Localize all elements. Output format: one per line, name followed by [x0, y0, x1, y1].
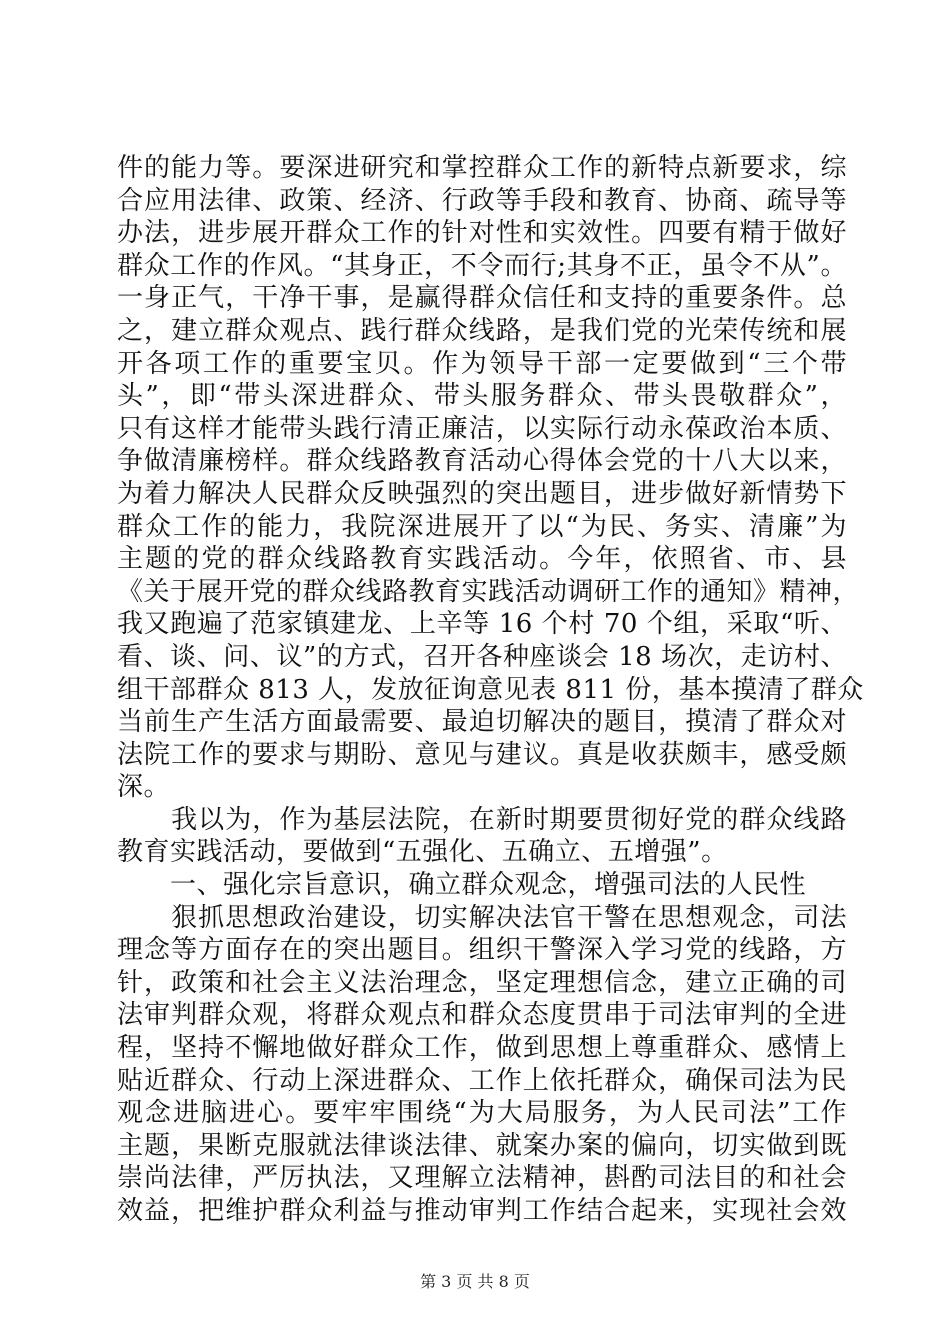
page-number-footer: 第 3 页 共 8 页 [420, 1272, 530, 1291]
text-line: 开各项工作的重要宝贝。作为领导干部一定要做到“三个带 [117, 348, 847, 379]
section-heading: 一、强化宗旨意识，确立群众观念，增强司法的人民性 [117, 870, 807, 901]
text-line: 针，政策和社会主义法治理念，坚定理想信念，建立正确的司 [117, 967, 847, 998]
text-line: 之，建立群众观点、践行群众线路，是我们党的光荣传统和展 [117, 315, 847, 346]
text-line: 观念进脑进心。要牢牢围绕“为大局服务，为人民司法”工作 [117, 1098, 847, 1129]
body-text [117, 152, 864, 1228]
text-line: 为着力解决人民群众反映强烈的突出题目，进步做好新情势下 [117, 478, 847, 509]
text-line: 主题，果断克服就法律谈法律、就案办案的偏向，切实做到既 [117, 1130, 847, 1161]
text-line: 一身正气，干净干事，是赢得群众信任和支持的重要条件。总 [117, 283, 847, 314]
text-line: 件的能力等。要深进研究和掌控群众工作的新特点新要求，综 [117, 153, 847, 183]
text-line: 法审判群众观，将群众观点和群众态度贯串于司法审判的全进 [117, 1000, 847, 1031]
text-line: 程，坚持不懈地做好群众工作，做到思想上尊重群众、感情上 [117, 1033, 847, 1064]
text-line: 当前生产生活方面最需要、最迫切解决的题目，摸清了群众对 [117, 707, 847, 738]
text-line: 主题的党的群众线路教育实践活动。今年，依照省、市、县 [117, 544, 847, 575]
text-line: 看、谈、问、议”的方式，召开各种座谈会 18 场次，走访村、 [117, 641, 847, 672]
text-line: 群众工作的作风。“其身正，不令而行;其身不正，虽令不从”。 [117, 250, 847, 281]
text-line: 《关于展开党的群众线路教育实践活动调研工作的通知》精神， [117, 576, 860, 607]
text-line: 头”，即“带头深进群众、带头服务群众、带头畏敬群众”， [117, 381, 847, 412]
text-line: 狠抓思想政治建设，切实解决法官干警在思想观念，司法 [117, 902, 847, 933]
text-line: 争做清廉榜样。群众线路教育活动心得体会党的十八大以来， [117, 446, 847, 477]
text-line: 深。 [117, 772, 171, 803]
text-line: 合应用法律、政策、经济、行政等手段和教育、协商、疏导等 [117, 185, 847, 216]
text-line: 我以为，作为基层法院，在新时期要贯彻好党的群众线路 [117, 804, 847, 835]
text-line: 理念等方面存在的突出题目。组织干警深入学习党的线路，方 [117, 935, 847, 966]
text-line: 法院工作的要求与期盼、意见与建议。真是收获颇丰，感受颇 [117, 739, 847, 770]
text-line: 办法，进步展开群众工作的针对性和实效性。四要有精于做好 [117, 218, 847, 249]
text-line: 崇尚法律，严厉执法，又理解立法精神，斟酌司法目的和社会 [117, 1163, 847, 1194]
text-line: 贴近群众、行动上深进群众、工作上依托群众，确保司法为民 [117, 1065, 847, 1096]
text-line: 群众工作的能力，我院深进展开了以“为民、务实、清廉”为 [117, 511, 847, 542]
text-line: 只有这样才能带头践行清正廉洁，以实际行动永葆政治本质、 [117, 413, 847, 444]
text-line: 教育实践活动，要做到“五强化、五确立、五增强”。 [117, 837, 728, 868]
text-line: 我又跑遍了范家镇建龙、上辛等 16 个村 70 个组，采取“听、 [117, 609, 847, 640]
text-line: 组干部群众 813 人，发放征询意见表 811 份，基本摸清了群众 [117, 674, 864, 705]
text-line: 效益，把维护群众利益与推动审判工作结合起来，实现社会效 [117, 1196, 847, 1226]
